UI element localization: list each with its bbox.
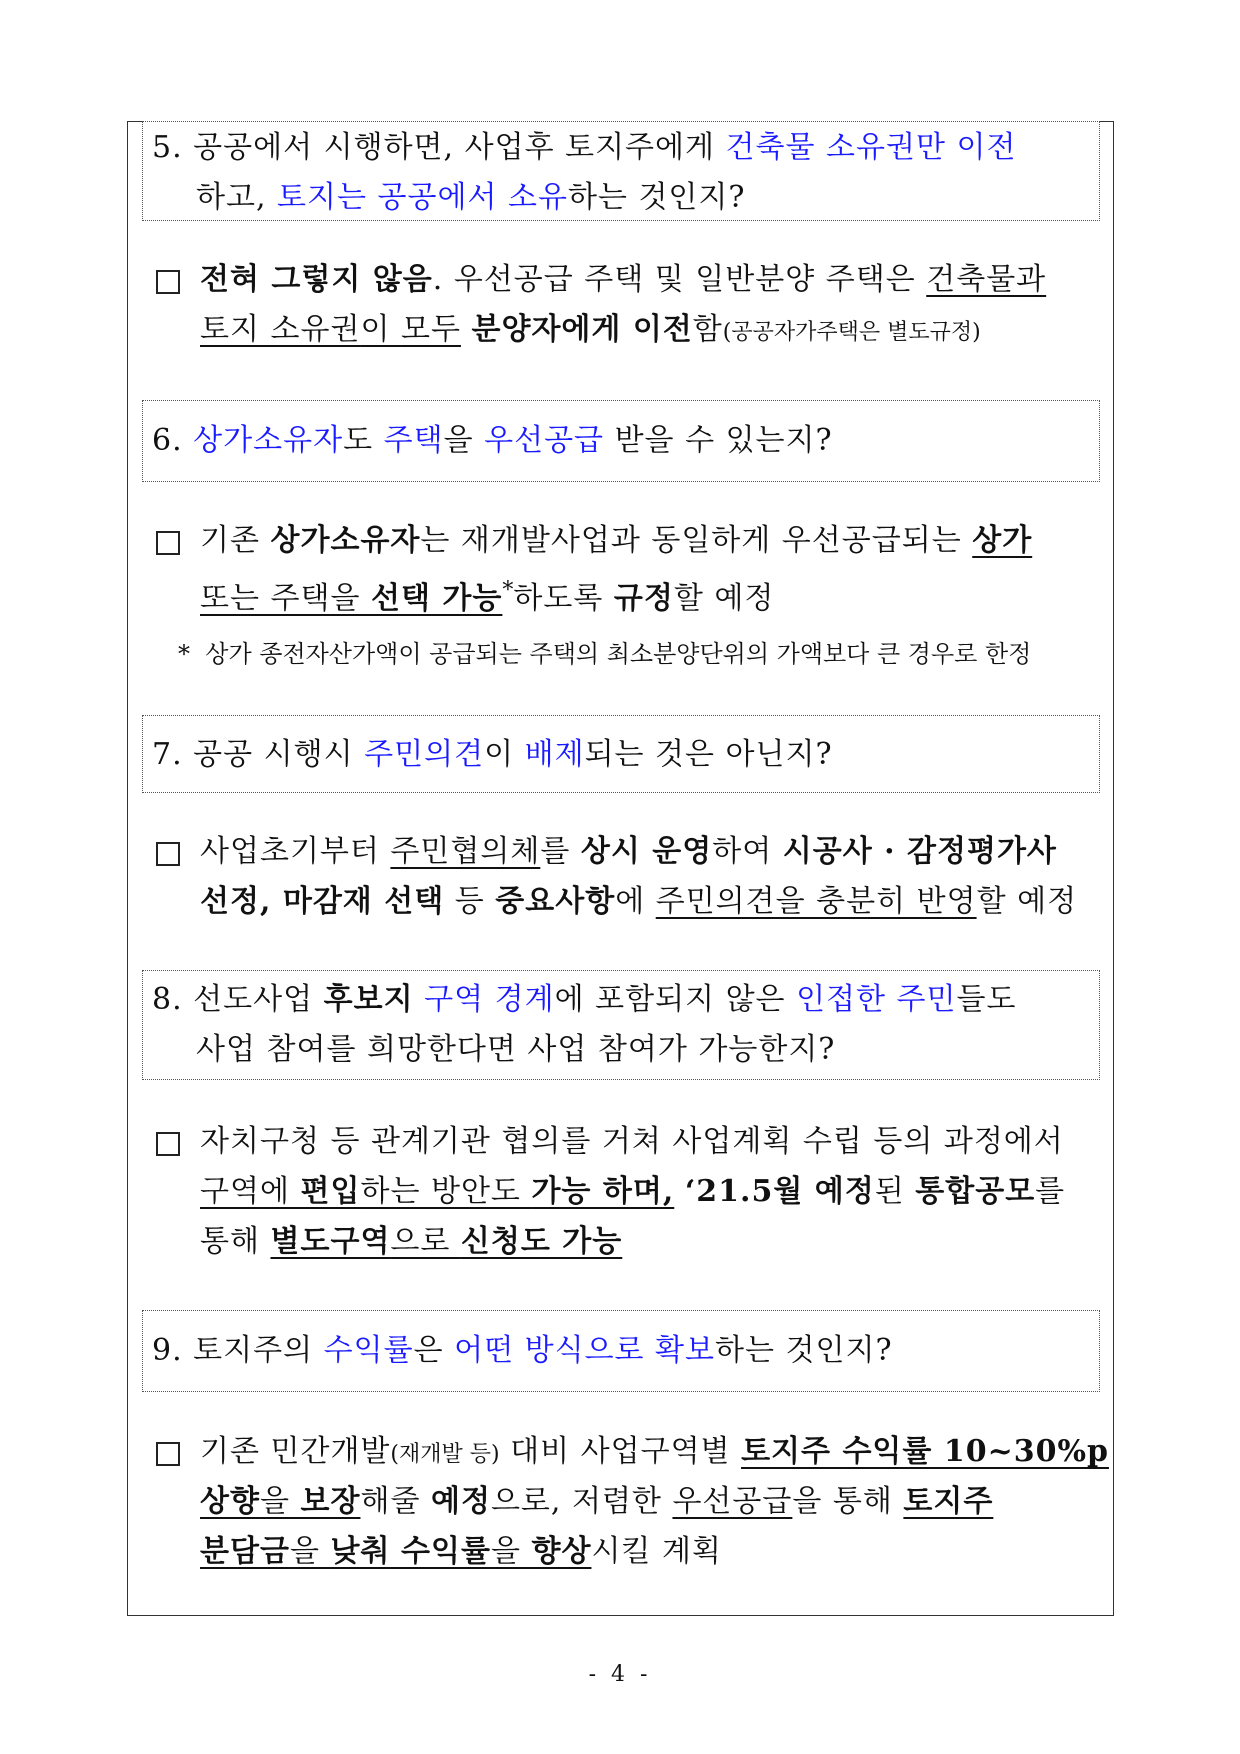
q8-line2: 사업 참여를 희망한다면 사업 참여가 가능한지? xyxy=(196,1032,836,1067)
q5-line1: 5. 공공에서 시행하면, 사업후 토지주에게 건축물 소유권만 이전 xyxy=(152,130,1017,165)
answer-checkbox-8 xyxy=(156,1132,180,1156)
a8-line2: 구역에 편입하는 방안도 가능 하며, ‘21.5월 예정된 통합공모를 xyxy=(200,1174,1066,1209)
a8-line3: 통해 별도구역으로 신청도 가능 xyxy=(200,1224,623,1259)
answer-checkbox-7 xyxy=(156,842,180,866)
q8-line1: 8. 선도사업 후보지 구역 경계에 포함되지 않은 인접한 주민들도 xyxy=(152,982,1017,1017)
q6-line: 6. 상가소유자도 주택을 우선공급 받을 수 있는지? xyxy=(152,423,833,458)
answer-checkbox-6 xyxy=(156,531,180,555)
answer-checkbox-5 xyxy=(156,270,180,294)
a9-line3: 분담금을 낮춰 수익률을 향상시킬 계획 xyxy=(200,1534,722,1569)
answer-checkbox-9 xyxy=(156,1442,180,1466)
a9-line1: 기존 민간개발(재개발 등) 대비 사업구역별 토지주 수익률 10~30%p xyxy=(200,1434,1109,1469)
a5-line2: 토지 소유권이 모두 분양자에게 이전함(공공자가주택은 별도규정) xyxy=(200,312,981,347)
q7-line: 7. 공공 시행시 주민의견이 배제되는 것은 아닌지? xyxy=(152,737,833,772)
a7-line1: 사업초기부터 주민협의체를 상시 운영하여 시공사 · 감정평가사 xyxy=(200,834,1057,869)
q5-line2: 하고, 토지는 공공에서 소유하는 것인지? xyxy=(196,180,746,215)
page-number: - 4 - xyxy=(588,1662,652,1687)
a9-line2: 상향을 보장해줄 예정으로, 저렴한 우선공급을 통해 토지주 xyxy=(200,1484,994,1519)
a6-line2: 또는 주택을 선택 가능*하도록 규정할 예정 xyxy=(200,578,775,616)
a5-line1: 전혀 그렇지 않음. 우선공급 주택 및 일반분양 주택은 건축물과 xyxy=(200,262,1047,297)
a7-line2: 선정, 마감재 선택 등 중요사항에 주민의견을 충분히 반영할 예정 xyxy=(200,884,1078,919)
a8-line1: 자치구청 등 관계기관 협의를 거쳐 사업계획 수립 등의 과정에서 xyxy=(200,1124,1064,1159)
a6-line1: 기존 상가소유자는 재개발사업과 동일하게 우선공급되는 상가 xyxy=(200,523,1033,558)
a6-footnote: * 상가 종전자산가액이 공급되는 주택의 최소분양단위의 가액보다 큰 경우로 한정 xyxy=(178,640,1032,668)
q9-line: 9. 토지주의 수익률은 어떤 방식으로 확보하는 것인지? xyxy=(152,1333,893,1368)
